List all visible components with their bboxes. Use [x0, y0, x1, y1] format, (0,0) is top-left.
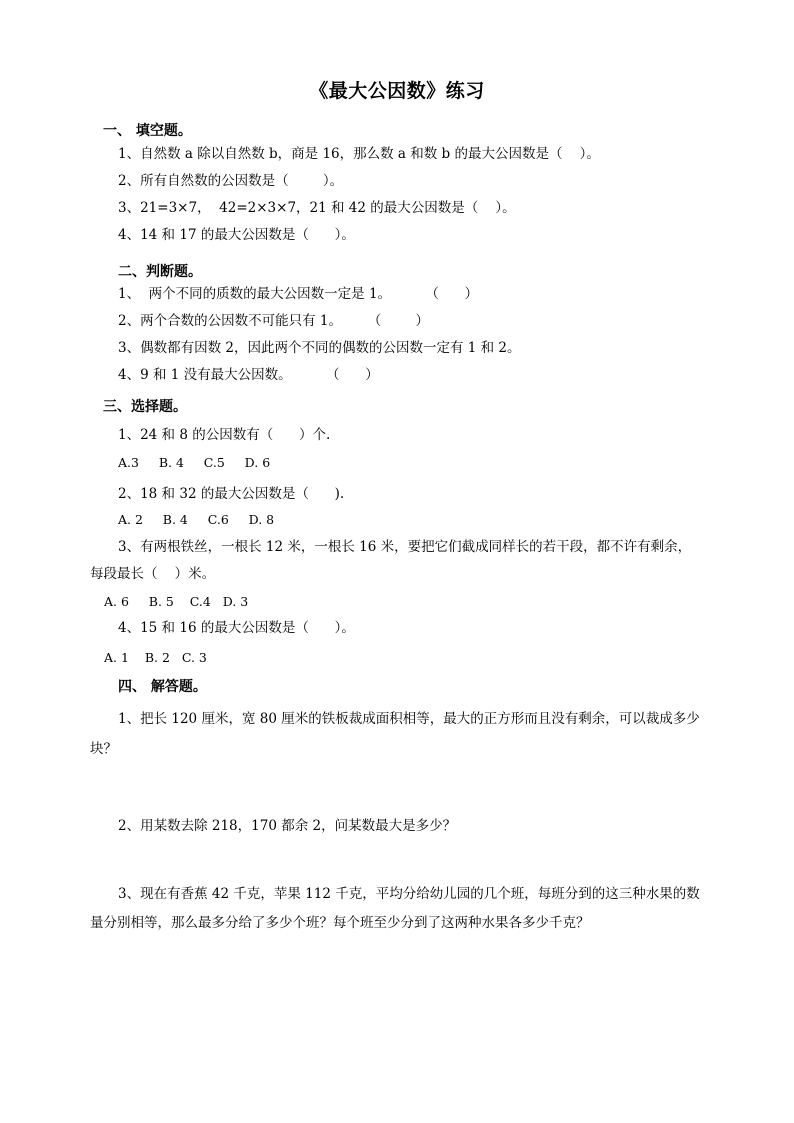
question-fill-2: 2、所有自然数的公因数是（ ）。: [118, 173, 344, 189]
question-judge-4: 4、9 和 1 没有最大公因数。 （ ）: [118, 367, 379, 383]
question-fill-4: 4、14 和 17 的最大公因数是（ ）。: [118, 227, 355, 243]
question-choice-1: 1、24 和 8 的公因数有（ ）个.: [118, 427, 331, 443]
question-fill-3: 3、21=3×7， 42=2×3×7，21 和 42 的最大公因数是（ ）。: [118, 200, 516, 216]
options-choice-2: A. 2 B. 4 C.6 D. 8: [118, 512, 275, 527]
question-choice-3-line1: 3、有两根铁丝，一根长 12 米，一根长 16 米，要把它们截成同样长的若干段，都不许有剩余，: [118, 539, 692, 555]
options-choice-3: A. 6 B. 5 C.4 D. 3: [104, 594, 249, 609]
question-solve-3-line2: 量分别相等，那么最多分给了多少个班？每个班至少分到了这两种水果各多少千克？: [90, 915, 590, 931]
options-choice-1: A.3 B. 4 C.5 D. 6: [118, 455, 271, 470]
question-judge-2: 2、两个合数的公因数不可能只有 1。 （ ）: [118, 313, 430, 329]
question-fill-1: 1、自然数 a 除以自然数 b，商是 16，那么数 a 和数 b 的最大公因数是（ ）。: [118, 146, 600, 162]
section-heading-fill-blank: 一、 填空题。: [103, 123, 192, 139]
options-choice-4: A. 1 B. 2 C. 3: [104, 650, 207, 665]
question-solve-1-line2: 块？: [90, 741, 117, 757]
section-heading-word-problems: 四、 解答题。: [118, 679, 207, 695]
question-choice-4: 4、15 和 16 的最大公因数是（ ）。: [118, 620, 355, 636]
question-judge-3: 3、偶数都有因数 2，因此两个不同的偶数的公因数一定有 1 和 2。: [118, 340, 521, 356]
section-heading-true-false: 二、判断题。: [118, 264, 202, 280]
question-choice-2: 2、18 和 32 的最大公因数是（ ).: [118, 486, 345, 502]
question-solve-2: 2、用某数去除 218，170 都余 2，问某数最大是多少？: [118, 818, 457, 834]
question-solve-3-line1: 3、现在有香蕉 42 千克，苹果 112 千克，平均分给幼儿园的几个班，每班分到的这三种水果的数: [118, 886, 700, 902]
question-solve-1-line1: 1、把长 120 厘米，宽 80 厘米的铁板裁成面积相等，最大的正方形而且没有剩余，可以裁成多少: [118, 711, 700, 727]
page-title: 《最大公因数》练习: [309, 80, 485, 102]
question-choice-3-line2: 每段最长（ ）米。: [90, 566, 216, 582]
section-heading-multiple-choice: 三、选择题。: [103, 399, 187, 415]
question-judge-1: 1、 两个不同的质数的最大公因数一定是 1。 （ ）: [118, 286, 479, 302]
